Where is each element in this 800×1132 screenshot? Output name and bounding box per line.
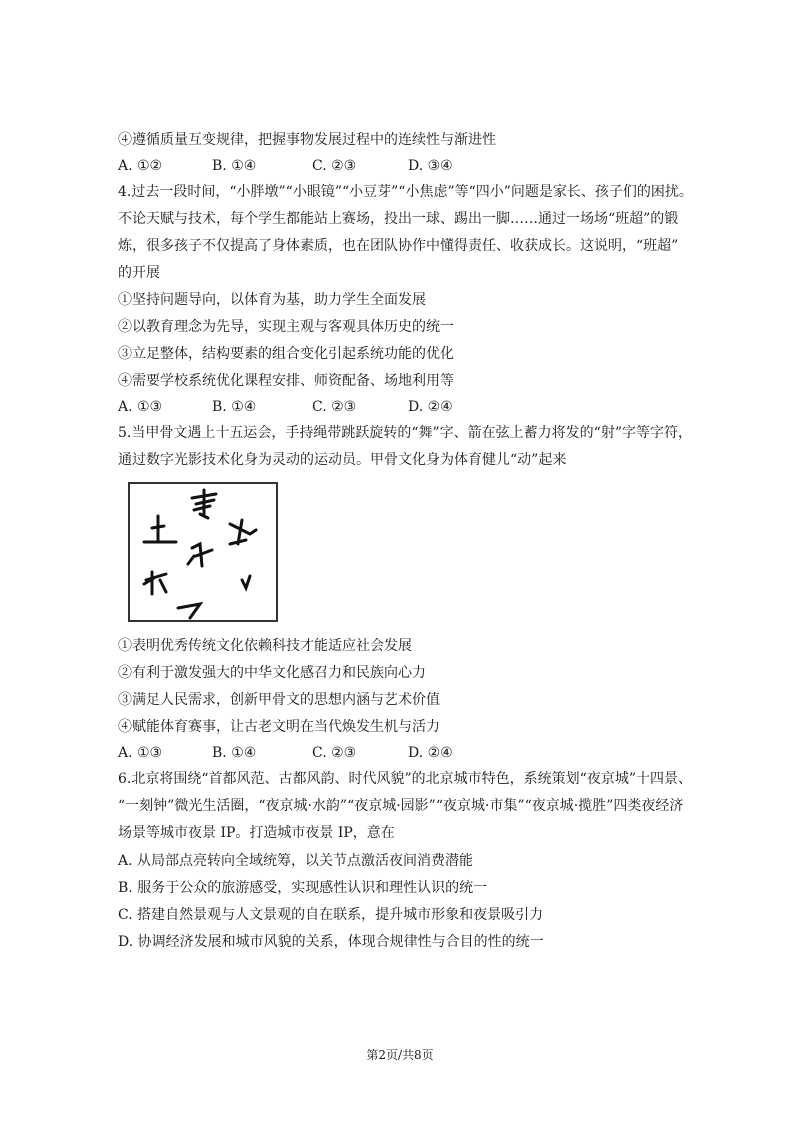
q6-option-b: B. 服务于公众的旅游感受，实现感性认识和理性认识的统一 xyxy=(118,880,488,896)
q4-choice-b: B. ①④ xyxy=(212,399,257,415)
q3-choice-c: C. ②③ xyxy=(312,158,357,174)
q3-choice-a: A. ①② xyxy=(118,158,163,174)
q6-option-a: A. 从局部点亮转向全域统筹，以关节点激活夜间消费潜能 xyxy=(118,853,474,869)
q4-choice-a: A. ①③ xyxy=(118,399,163,415)
q5-option-2: ②有利于激发强大的中华文化感召力和民族向心力 xyxy=(118,665,426,681)
q5-choice-c: C. ②③ xyxy=(312,745,357,761)
q6-stem-line-2: “一刻钟”微光生活圈，“夜京城·水韵”“夜京城·园影”“夜京城·市集”“夜京城·揽胜”四类夜经济 xyxy=(118,798,684,814)
q3-choice-d: D. ③④ xyxy=(408,158,453,174)
q6-option-d: D. 协调经济发展和城市风貌的关系，体现合规律性与合目的性的统一 xyxy=(118,934,544,950)
q4-option-1: ①坚持问题导向，以体育为基，助力学生全面发展 xyxy=(118,292,426,308)
q5-option-1: ①表明优秀传统文化依赖科技才能适应社会发展 xyxy=(118,638,412,654)
page-number: 第2页/共8页 xyxy=(366,1048,434,1062)
q3-option-4: ④遵循质量互变规律，把握事物发展过程中的连续性与渐进性 xyxy=(118,132,496,148)
q6-stem-line-3: 场景等城市夜景 IP。打造城市夜景 IP，意在 xyxy=(118,825,395,841)
q5-choice-b: B. ①④ xyxy=(212,745,257,761)
q4-choice-c: C. ②③ xyxy=(312,399,357,415)
q6-stem-line-1: 6.北京将围绕“首都风范、古都风韵、时代风貌”的北京城市特色，系统策划“夜京城”十四景、 xyxy=(118,771,692,787)
q3-choice-b: B. ①④ xyxy=(212,158,257,174)
q4-stem-line-1: 4.过去一段时间，“小胖墩”“小眼镜”“小豆芽”“小焦虑”等“四小”问题是家长、孩子们的困扰。 xyxy=(118,184,693,200)
q4-option-4: ④需要学校系统优化课程安排、师资配备、场地利用等 xyxy=(118,373,454,389)
q4-stem-line-2: 不论天赋与技术，每个学生都能站上赛场，投出一球、踢出一脚……通过一场场“班超”的锻 xyxy=(118,211,679,227)
q4-choice-d: D. ②④ xyxy=(408,399,453,415)
q6-option-c: C. 搭建自然景观与人文景观的自在联系，提升城市形象和夜景吸引力 xyxy=(118,907,544,923)
q5-option-3: ③满足人民需求，创新甲骨文的思想内涵与艺术价值 xyxy=(118,692,440,708)
q5-choice-a: A. ①③ xyxy=(118,745,163,761)
q5-stem-line-2: 通过数字光影技术化身为灵动的运动员。甲骨文化身为体育健儿“动”起来 xyxy=(118,452,567,468)
oracle-bone-glyphs xyxy=(130,484,276,620)
oracle-bone-script-image xyxy=(128,482,278,622)
q4-stem-line-4: 的开展 xyxy=(118,265,160,281)
q5-stem-line-1: 5.当甲骨文遇上十五运会，手持绳带跳跃旋转的“舞”字、箭在弦上蓄力将发的“射”字等字符， xyxy=(118,425,692,441)
q4-option-3: ③立足整体，结构要素的组合变化引起系统功能的优化 xyxy=(118,346,454,362)
q4-stem-line-3: 炼，很多孩子不仅提高了身体素质，也在团队协作中懂得责任、收获成长。这说明，“班超” xyxy=(118,238,679,254)
q5-option-4: ④赋能体育赛事，让古老文明在当代焕发生机与活力 xyxy=(118,719,440,735)
q5-choice-d: D. ②④ xyxy=(408,745,453,761)
q4-option-2: ②以教育理念为先导，实现主观与客观具体历史的统一 xyxy=(118,319,454,335)
